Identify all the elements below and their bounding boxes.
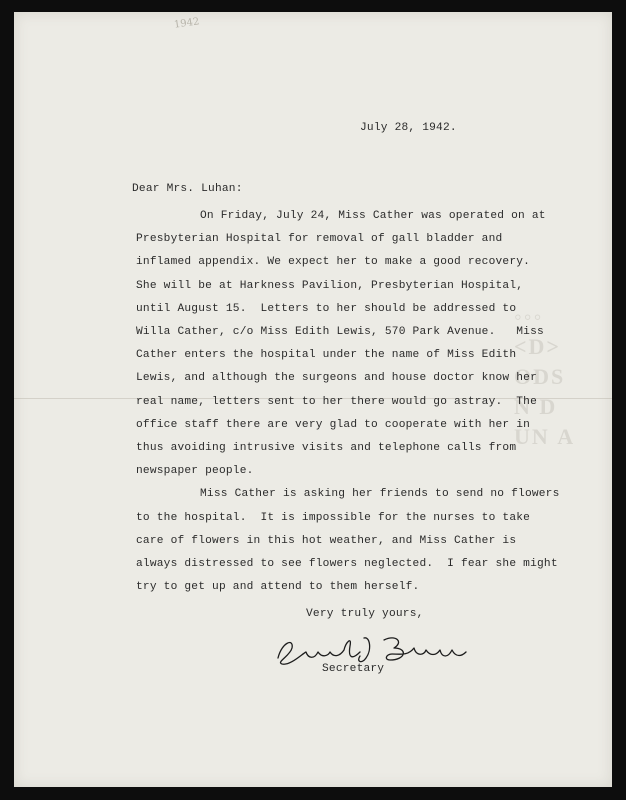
letter-body [136,205,560,599]
body-line: On Friday, July 24, Miss Cather was operated on at [200,210,546,222]
body-line: Miss Cather is asking her friends to send no flowers [200,488,560,501]
salutation: Dear Mrs. Luhan: [132,183,243,195]
body-line: care of flowers in this hot weather, and Miss Cather is [136,534,517,547]
body-line: thus avoiding intrusive visits and telephone calls from [136,442,517,455]
body-line: Presbyterian Hospital for removal of gall bladder and [136,233,503,246]
handwritten-signature [268,628,468,668]
body-line: Lewis, and although the surgeons and house doctor know her [136,372,537,385]
letter-date: July 28, 1942. [360,122,457,134]
body-line: She will be at Harkness Pavilion, Presbyterian Hospital, [136,279,524,292]
body-line: to the hospital. It is impossible for the nurses to take [136,511,531,524]
body-line: try to get up and attend to them herself. [136,581,420,594]
body-line: newspaper people. [136,465,254,478]
closing: Very truly yours, [306,608,424,620]
body-line: always distressed to see flowers neglected. I fear she might [136,558,558,571]
body-line: Willa Cather, c/o Miss Edith Lewis, 570 Park Avenue. Miss [136,326,544,339]
body-line: until August 15. Letters to her should be addressed to [136,302,517,315]
body-line: real name, letters sent to her there would go astray. The [136,395,537,408]
body-line: inflamed appendix. We expect her to make a good recovery. [136,256,531,269]
letterhead-bleed-through: ◦◦◦ <D> ODS N D UN A [514,304,576,449]
pencil-annotation: 1942 [173,16,201,31]
body-line: office staff there are very glad to cooperate with her in [136,418,531,431]
signer-title: Secretary [322,663,385,675]
body-line: Cather enters the hospital under the name of Miss Edith [136,349,517,362]
